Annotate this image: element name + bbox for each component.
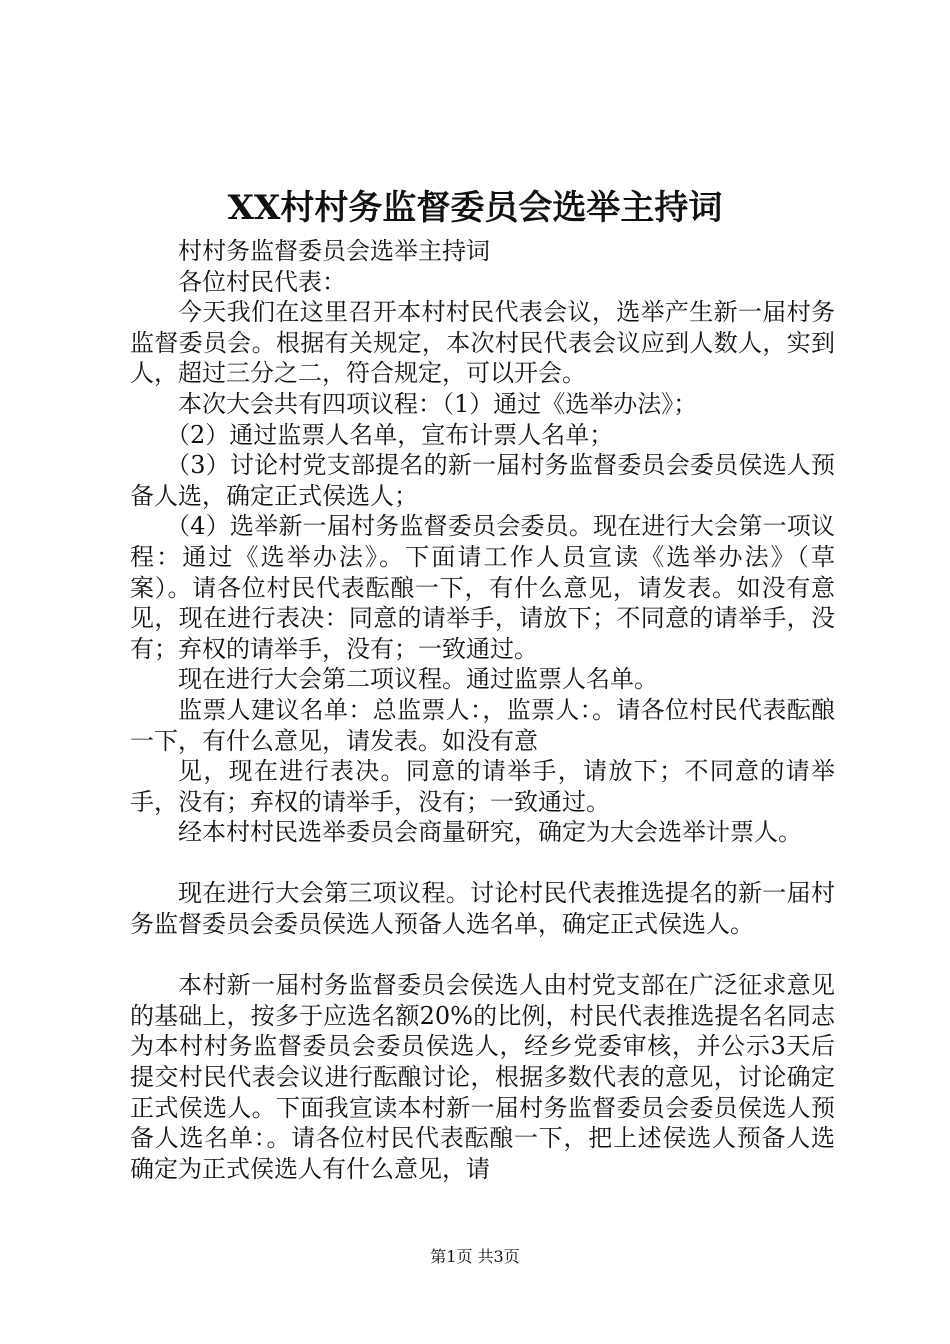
paragraph-counter: 经本村村民选举委员会商量研究，确定为大会选举计票人。: [178, 818, 802, 847]
paragraph-agenda-item-2: （2）通过监票人名单，宣布计票人名单；: [166, 420, 614, 449]
document-body: [130, 236, 835, 1184]
paragraph-salutation: 各位村民代表：: [178, 267, 346, 296]
paragraph-scrutineer-vote: 见，现在进行表决。同意的请举手，请放下；不同意的请举手，没有；弃权的请举手，没有；一致通过。: [130, 757, 835, 816]
paragraph-agenda: 本次大会共有四项议程：（1）通过《选举办法》；: [178, 389, 698, 418]
document-title: XX村村务监督委员会选举主持词: [227, 188, 723, 228]
paragraph-scrutineer-list: 监票人建议名单：总监票人：，监票人：。请各位村民代表酝酿一下，有什么意见，请发表。如没有意: [130, 695, 835, 755]
page-footer: 第1页 共3页: [430, 1247, 520, 1266]
paragraph-gap: [130, 940, 835, 971]
paragraph-third-item: 现在进行大会第三项议程。讨论村民代表推选提名的新一届村务监督委员会委员侯选人预备人选名单，确定正式侯选人。: [130, 879, 835, 939]
paragraph-opening: 今天我们在这里召开本村村民代表会议，选举产生新一届村务监督委员会。根据有关规定，本次村民代表会议应到人数人，实到人，超过三分之二，符合规定，可以开会。: [130, 298, 835, 388]
paragraph-agenda-item-4: （4）选举新一届村务监督委员会委员。现在进行大会第一项议程：通过《选举办法》。下面请工作人员宣读《选举办法》（草案）。请各位村民代表酝酿一下，有什么意见，请发表。如没有意见，现在进行表决：同意的请举手，请放下；不同意的请举手，没有；弃权的请举手，没有；一致通过。: [130, 512, 835, 663]
paragraph-gap: [130, 848, 835, 879]
paragraph-agenda-item-3: （3）讨论村党支部提名的新一届村务监督委员会委员侯选人预备人选，确定正式侯选人；: [130, 451, 835, 510]
paragraph-subtitle: 村村务监督委员会选举主持词: [178, 237, 490, 265]
paragraph-second-item: 现在进行大会第二项议程。通过监票人名单。: [178, 665, 658, 694]
paragraph-candidates: 本村新一届村务监督委员会侯选人由村党支部在广泛征求意见的基础上，按多于应选名额20%的比例，村民代表推选提名名同志为本村村务监督委员会委员侯选人，经乡党委审核，并公示3天后提交村民代表会议进行酝酿讨论，根据多数代表的意见，讨论确定正式侯选人。下面我宣读本村新一届村务监督委员会委员侯选人预备人选名单：。请各位村民代表酝酿一下，把上述侯选人预备人选确定为正式侯选人有什么意见，请: [130, 971, 835, 1183]
